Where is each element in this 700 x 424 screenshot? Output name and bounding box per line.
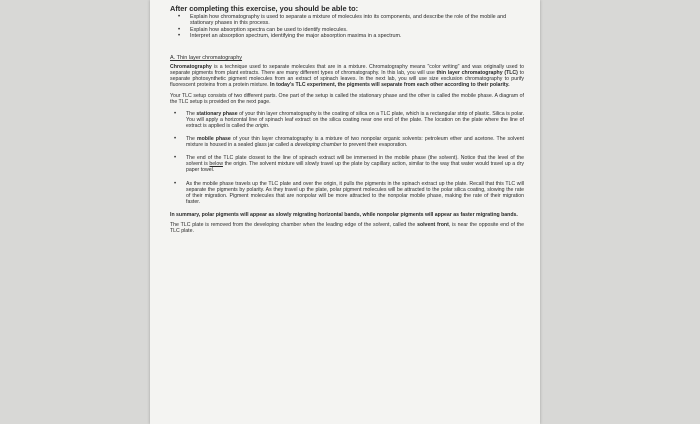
- term-solvent-front: solvent front: [417, 221, 449, 228]
- stationary-phase-item: [174, 111, 524, 129]
- final-paragraph: [170, 222, 524, 234]
- item-text: As the mobile phase travels up the TLC plate and over the origin, it pulls the pigments in the spinach extract up the plate. Recall that this TLC will separate the pigments by polarity. As they travel up the plate, polar pigment molecules will be attracted to the polar silica coating, slowing the rate of their migration. Pigment molecules that are nonpolar will be more attracted to the nonpolar mobile phase, making the rate of their migration faster.: [186, 180, 524, 205]
- item-text: The: [186, 136, 198, 143]
- bullet-icon: •: [174, 180, 177, 187]
- item-text: to prevent their evaporation.: [341, 142, 408, 149]
- setup-paragraph: Your TLC setup consists of two different parts. One part of the setup is called the stationary phase and the other is called the mobile phase. A diagram of the TLC setup is provided on the next page.: [170, 92, 524, 105]
- bullet-icon: •: [178, 26, 181, 33]
- objective-item: [178, 33, 524, 39]
- intro-paragraph: [170, 64, 524, 88]
- objective-item: [178, 14, 524, 27]
- bullet-icon: •: [174, 110, 177, 117]
- section-heading: A. Thin layer chromatography: [170, 55, 243, 62]
- item-text: The: [186, 110, 197, 117]
- objectives-list: [178, 14, 524, 39]
- item-text: .: [267, 122, 270, 129]
- summary-text: In summary, polar pigments will appear as slowly migrating horizontal bands, while nonpolar pigments will appear as faster migrating bands.: [170, 211, 518, 218]
- term-chromatography: Chromatography: [170, 64, 212, 71]
- page-content: [170, 4, 524, 234]
- bullet-icon: •: [174, 136, 177, 143]
- intro-text: to separate photosynthetic pigment molecules from an extract of spinach leaves. In the next lab, you will use size exclusion chromatography to purify fluorescent proteins from a protein mixture.: [170, 70, 524, 89]
- item-text: of your thin layer chromatography is a mixture of two nonpolar organic solvents: petroleum ether and acetone. The solvent mixture is housed in a sealed glass jar called a: [186, 136, 524, 149]
- item-text: The end of the TLC plate closest to the line of spinach extract will be immersed in the mobile phase (the solvent). Notice that the level of the solvent is: [186, 155, 524, 168]
- objective-text: Explain how chromatography is used to separate a mixture of molecules into its components, and describe the role of the mobile and stationary phases in this process.: [190, 14, 507, 27]
- term-mobile-phase: mobile phase: [197, 136, 231, 143]
- item-text: , is near the opposite end of the TLC plate.: [170, 221, 524, 235]
- emphasis-below: below: [209, 161, 223, 168]
- item-text: The TLC plate is removed from the developing chamber when the leading edge of the solvent, called the: [170, 221, 418, 228]
- tlc-bullet-list: [174, 111, 524, 205]
- mobile-travel-item: [174, 181, 524, 205]
- bullet-icon: •: [178, 14, 181, 20]
- summary-paragraph: [170, 212, 524, 218]
- bullet-icon: •: [178, 32, 181, 39]
- term-developing-chamber: developing chamber: [294, 142, 342, 149]
- bullet-icon: •: [174, 155, 177, 162]
- intro-text: is a technique used to separate molecules that are in a mixture. Chromatography means "color writing" and was originally used to separate pigments from plant extracts. There are many different types of chromatography. In this lab, you will use: [170, 64, 524, 77]
- item-text: the origin. The solvent mixture will slowly travel up the plate by capillary action, similar to the way that water would travel up a dry paper towel.: [186, 161, 524, 174]
- term-origin: origin: [255, 122, 268, 129]
- mobile-phase-item: [174, 136, 524, 148]
- objective-text: Interpret an absorption spectrum, identifying the major absorption maxima in a spectrum.: [190, 32, 402, 39]
- objectives-heading: After completing this exercise, you should be able to:: [170, 4, 359, 13]
- key-statement: In today's TLC experiment, the pigments will separate from each other according to their polarity.: [270, 82, 510, 89]
- objective-text: Explain how absorption spectra can be used to identify molecules.: [190, 26, 348, 33]
- term-tlc: thin layer chromatography (TLC): [436, 70, 518, 77]
- document-page: [150, 0, 540, 424]
- item-text: of your thin layer chromatography is the coating of silica on a TLC plate, which is a rectangular strip of plastic. Silica is polar. You will apply a horizontal line of spinach leaf extract on the silica coating near one end of the plate. The location on the plate where the line of extract is applied is called the: [186, 110, 524, 129]
- term-stationary-phase: stationary phase: [196, 110, 238, 117]
- plate-end-item: [174, 155, 524, 173]
